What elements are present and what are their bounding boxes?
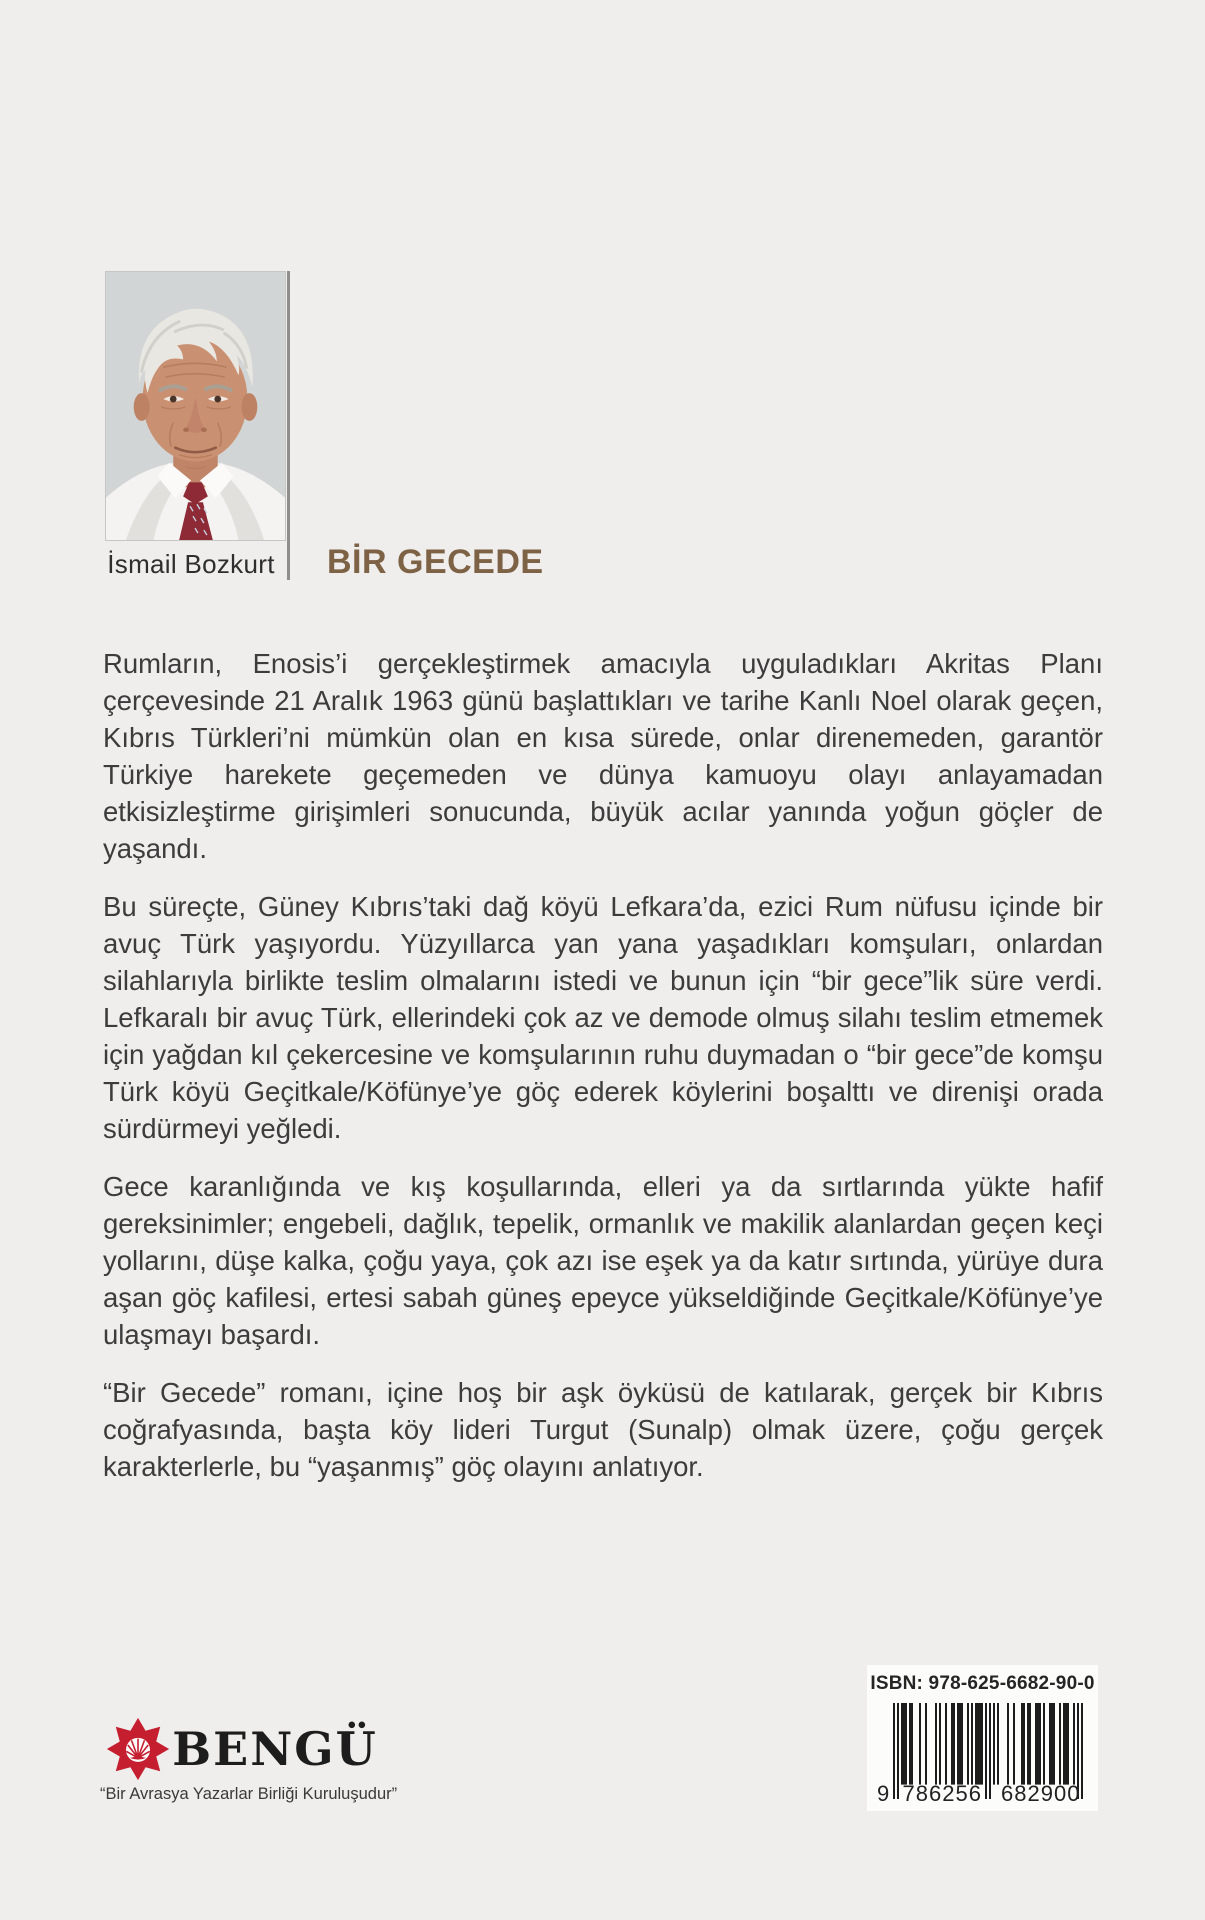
isbn-label: ISBN: 978-625-6682-90-0 bbox=[870, 1673, 1095, 1694]
barcode-digits-left: 786256 bbox=[902, 1781, 982, 1806]
synopsis bbox=[103, 645, 1103, 1506]
barcode-digit-check: 9 bbox=[877, 1781, 890, 1806]
synopsis-paragraph: “Bir Gecede” romanı, içine hoş bir aşk öyküsü de katılarak, gerçek bir Kıbrıs coğrafyasında, başta köy lideri Turgut (Sunalp) olmak üzere, çoğu gerçek karakterlerle, bu “yaşanmış” göç olayını anlatıyor. bbox=[103, 1377, 1103, 1482]
publisher-tagline: “Bir Avrasya Yazarlar Birliği Kuruluşudur” bbox=[100, 1785, 398, 1803]
elderly-man-portrait-icon bbox=[106, 272, 285, 540]
synopsis-paragraph: Rumların, Enosis’i gerçekleştirmek amacıyla uyguladıkları Akritas Planı çerçevesinde 21 Aralık 1963 günü başlattıkları ve tarihe Kanlı Noel olarak geçen, Kıbrıs Türkleri’ni mümkün olan en kısa sürede, onlar direnemeden, garantör Türkiye harekete geçemeden ve dünya kamuoyu olayı anlayamadan etkisizleştirme girişimleri sonucunda, büyük acılar yanında yoğun göçler de yaşandı. bbox=[103, 648, 1103, 864]
author-photo bbox=[105, 271, 286, 541]
book-title: BİR GECEDE bbox=[327, 543, 544, 581]
synopsis-paragraph: Gece karanlığında ve kış koşullarında, elleri ya da sırtlarında yükte hafif gereksinimler; engebeli, dağlık, tepelik, ormanlık ve makilik alanlardan geçen keçi yollarını, düşe kalka, çoğu yaya, çok azı ise eşek ya da katır sırtında, yürüye dura aşan göç kafilesi, ertesi sabah güneş epeyce yükseldiğinde Geçitkale/Köfünye’ye ulaşmayı başardı. bbox=[103, 1171, 1103, 1350]
publisher-logo-block bbox=[100, 1716, 398, 1804]
author-name: İsmail Bozkurt bbox=[107, 549, 275, 579]
synopsis-paragraph: Bu süreçte, Güney Kıbrıs’taki dağ köyü Lefkara’da, ezici Rum nüfusu içinde bir avuç Türk yaşıyordu. Yüzyıllarca yan yana yaşadıkları komşuları, onlardan silahlarıyla birlikte teslim olmalarını istedi ve bunun için “bir gece”lik süre verdi. Lefkaralı bir avuç Türk, ellerindeki çok az ve demode olmuş silahı teslim etmemek için yağdan kıl çekercesine ve komşularının ruhu duymadan o “bir gece”de komşu Türk köyü Geçitkale/Köfünye’ye göç ederek köylerini boşalttı ve direnişi orada sürdürmeyi yeğledi. bbox=[103, 891, 1103, 1144]
eight-point-star-icon bbox=[106, 1716, 170, 1782]
publisher-name: BENGÜ bbox=[172, 1722, 378, 1776]
isbn-barcode-box bbox=[867, 1665, 1098, 1811]
barcode-digits bbox=[877, 1783, 1090, 1807]
publisher-row bbox=[100, 1716, 384, 1782]
barcode-digits-right: 682900 bbox=[1001, 1781, 1081, 1806]
photo-title-divider bbox=[287, 271, 290, 580]
